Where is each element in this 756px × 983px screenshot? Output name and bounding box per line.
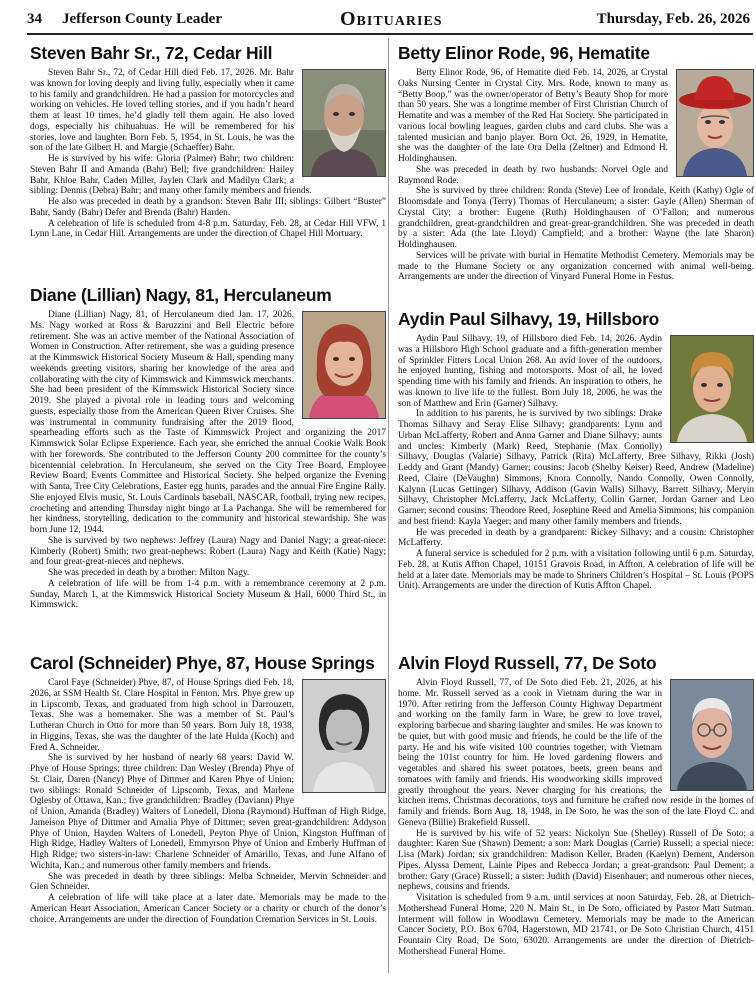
page-header bbox=[0, 0, 756, 36]
obituary-paragraph: He was preceded in death by a grandparent: Rickey Silhavy; and a cousin: Christopher McLafferty. bbox=[398, 527, 754, 549]
obituary-paragraph: She is survived by her husband of nearly 68 years: David W. Phye of House Springs; three children: Dan Wesley (Brenda) Phye of St. Clair, Daren (Nancy) Phye of Dittmer and Karen Phye of Union; two siblings: Ronald Schneider of Lipscomb, Texas, and Marlene Oglesby of Ottawa, Kan.; five grandchildren: Bradley (Daviann) Phye of Union, Amanda (Bradley) Walters of Lonedell, Diona (Raymond) Huffman of High Ridge, Jameison Phye of Dittmer and Amalia Phye of Dittmer; seven great-grandchildren: Addyson Phye of Union, Hayden Walters of Lonedell, Peyton Phye of Union, Kingston Huffman of High Ridge, Hadley Walters of Lonedell, Emmyrson Phye of Union and Emberly Huffman of High Ridge; two sisters-in-law: Charlene Schneider of Amarillo, Texas, and June Alfano of Wichita, Kan.; and numerous other family members and friends. bbox=[30, 753, 386, 871]
portrait-photo bbox=[302, 69, 386, 177]
obituary-paragraph: Steven Bahr Sr., 72, of Cedar Hill died Feb. 17, 2026. Mr. Bahr was known for loving deeply and living fully, especially when it came to his family and grandchildren. He had a passion for motorcycles and working on vehicles. He loved telling stories, and if you hadn’t heard them at least 10 times, he’d gladly tell them again. He also loved dogs, especially his chihuahuas. He will be remembered for his stories, love and laughter. Born Feb. 5, 1954, in St. Louis, he was the son of the late Gilbert H. and Margie (Schaeffer) Bahr. bbox=[30, 68, 294, 154]
obituary-paragraph: He is survived by his wife of 52 years: Nickolyn Sue (Shelley) Russell of De Soto; a daughter: Karen Sue (Shawn) Dement; a son: Mark Douglas (Carrie) Russell; a special niece: Lisa (Mark) Jordan; six grandchildren: Madison Keller, Braden (Kaelyn) Dement, Anderson Pipes, Alyssa Dement, Lainie Pipes and Rebecca Jordan; a great-grandson: Paul Dement; a brother: Gary (Grace) Russell; a sister: Judith (David) Eisenhauer; and numerous other nieces, nephews, cousins and friends. bbox=[398, 828, 754, 893]
issue-date: Thursday, Feb. 26, 2026 bbox=[596, 11, 750, 27]
obituary-heading: Diane (Lillian) Nagy, 81, Herculaneum bbox=[30, 285, 332, 305]
obituary-heading: Alvin Floyd Russell, 77, De Soto bbox=[398, 653, 657, 673]
obituary-body bbox=[398, 68, 754, 283]
obituary-alvin-russell bbox=[398, 652, 754, 958]
obituary-heading: Steven Bahr Sr., 72, Cedar Hill bbox=[30, 43, 273, 63]
obituary-paragraph: Betty Elinor Rode, 96, of Hematite died Feb. 14, 2026, at Crystal Oaks Nursing Center in Crystal City. Mrs. Rode, known to many as “Betty Boop,” was the owner/operator of Betty’s Beauty Shop for more than 50 years. She was a longtime member of First Christian Church of Hematite and was a member of the Red Hat Society. She participated in various local bowling leagues, garden clubs and card clubs. She was a talented musician and banjo player. Born Oct. 26, 1929, in Hematite, she was the daughter of the late Ora Della (Zeltner) and Edmond H. Holdinghausen. bbox=[398, 68, 668, 164]
obituary-paragraph: A celebration of life is scheduled from 4-8 p.m. Saturday, Feb. 28, at Cedar Hill VFW, 1 Lynn Lane, in Cedar Hill. Arrangements are under the direction of Chapel Hill Mortuary. bbox=[30, 218, 386, 240]
obituary-paragraph: Alvin Floyd Russell, 77, of De Soto died Feb. 21, 2026, at his home. Mr. Russell served as a cook in Vietnam during the war in 1970. After retiring from the Jefferson County Highway Department and working on the family farm in Ware, he grew to love travel, exploring barbecue and sharing laughter and smiles. He was known to be quiet, but with good music and friends, he could be the life of the party. He and his wife visited 100 countries together, with Vietnam being the 101st country for him. He loved gardening flowers and vegetables and shared his sweet potatoes, beets, green beans and tomatoes with family and friends. His woodworking skills improved greatly throughout the years. Never charging for his creations, the kitchen items, Christmas decorations, toys and furniture he crafted now reside in the homes of family and friends. Born Aug. 18, 1948, in De Soto, he was the son of the late Floyd C. and Geneva (Billie) Brakefield Russell. bbox=[398, 678, 754, 828]
portrait-photo bbox=[302, 311, 386, 419]
obituary-body bbox=[30, 678, 386, 925]
obituary-body bbox=[398, 678, 754, 958]
obituary-diane-nagy bbox=[30, 284, 386, 611]
obituary-paragraph: Services will be private with burial in Hematite Methodist Cemetery. Memorials may be made to the Humane Society or any organization concerned with animal well-being. Arrangements are under the direction of Vinyard Funeral Home in Festus. bbox=[398, 250, 754, 283]
obituary-paragraph: Visitation is scheduled from 9 a.m. until services at noon Saturday, Feb. 28, at Dietrich-Mothershead Funeral Home, 220 N. Main St., in De Soto, officiated by Pastor Matt Sutman. Interment will follow in Woodlawn Cemetery. Memorials may be made to the American Cancer Society, P.O. Box 6704, Hagerstown, MD 21741, or De Soto Christian Church, 4151 Fountain City Road, De Soto, 63020. Arrangements are under the direction of Dietrich-Mothershead Funeral Home. bbox=[398, 893, 754, 957]
obituary-paragraph: In addition to his parents, he is survived by two siblings: Drake Thomas Silhavy and Seray Elise Silhavy; grandparents: Lynn and Urban McLafferty, Robert and Anna Garner and Diane Silhavy; aunts and uncles: Kimberly (Mark) Reed, Stephanie (Max Connolly) Silhavy, Douglas (Valarie) Silhavy, Patrick (Rita) McLafferty, Bree Silhavy, Rikki (Josh) Leddy and Grant (Mandy) Garner; cousins: Jacob (Shelby Keiser) Reed, Andrew (Madeline) Reed, Claire (DeVaughn) Simmons, Knora Connolly, Nando Connolly, Owen Connolly, Kalynn (Lucas Gettinger) Silhavy, Addison (Gavin Walls) Silhavy, Barrett Silhavy, Meryin Silhavy, Christopher McLafferty, Jack McLafferty, Collin Garner, Jordan Garner and Leo Garner; second cousins: Theodore Reed, Josephine Reed and Amelia Simmons; his companion and best friend: Kayla Yaeger; and many other family members and friends. bbox=[398, 409, 754, 527]
obituary-aydin-silhavy bbox=[398, 308, 754, 592]
obituary-paragraph: A celebration of life will take place at a later date. Memorials may be made to the American Heart Association, American Cancer Society or a charity or church of the donor’s choice. Arrangements are under the direction of Foundation Cremation Services in St. Louis. bbox=[30, 893, 386, 925]
column-divider bbox=[388, 38, 389, 973]
obituary-betty-rode bbox=[398, 42, 754, 283]
page-number: 34 bbox=[27, 11, 42, 27]
obituary-paragraph: She is survived by three children: Ronda (Steve) Lee of Irondale, Keith (Kathy) Ogle of Bloomsdale and Tonya (Terry) Thomas of Herculaneum; a sister: Gayle (Allen) Sherman of Crystal City; a brother: Eugene (Ruth) Holdinghausen of O’Fallon; and numerous grandchildren, great-grandchildren and great-great-grandchildren. She was preceded in death by a sister: Ada (the late Lloyd) Campfield; and a brother: Wayne (the late Sharon) Holdinghausen. bbox=[398, 186, 754, 250]
obituary-paragraph: She was preceded in death by a brother: Milton Nagy. bbox=[48, 568, 250, 578]
newspaper-name: Jefferson County Leader bbox=[62, 11, 222, 27]
obituary-paragraph: Aydin Paul Silhavy, 19, of Hillsboro died Feb. 14, 2026. Aydin was a Hillsboro High School graduate and a fifth-generation member of Sprinkler Fitters Local Union 268. An avid lover of the outdoors, he enjoyed hunting, fishing and motorsports. Most of all, he loved spending time with his family and friends. An inspiration to others, he was known to live life to the fullest. Born July 18, 2006, he was the son of Matthew and Erin (Garner) Silhavy. bbox=[398, 334, 662, 409]
obituary-paragraph: Carol Faye (Schneider) Phye, 87, of House Springs died Feb. 18, 2026, at SSM Health St. Clare Hospital in Fenton. Mrs. Phye grew up in Lipscomb, Texas, and graduated from high school in Darrouzett, Texas. She was a homemaker. She was a member of St. Paul’s Lutheran Church in Otto for more than 50 years. Born July 18, 1938, in Higgins, Texas, she was the daughter of the late Hulda (Koch) and Fred A. Schneider. bbox=[30, 678, 294, 753]
obituary-paragraph: She was preceded in death by three siblings: Melba Schneider, Mervin Schneider and Glen Schneider. bbox=[30, 871, 386, 893]
obituary-paragraph: Diane (Lillian) Nagy, 81, of Herculaneum died Jan. 17, 2026. Ms. Nagy worked at Ross & Baruzzini and Bell Electric before retirement. She was an active member of the National Association of Women in Construction. After retirement, she was a guiding presence at the Kimmswick Historical Society Museum & Hall, spending many weekends greeting visitors, sharing her knowledge of the area and collaborating with the city of Kimmswick and Kimmswick merchants. She had been president of the Kimmswick Historical Society since 2019. She played a pivotal role in leading tours and welcoming guests, especially those from the American Queen River Cruises. She was instrumental in community fundraising after the 2019 flood, spearheading efforts such as the Taste of Kimmswick Project and organizing the 2017 Kimmswick Solar Eclipse Experience. Each year, she enriched the annual Cookie Walk Book with her forewords. She contributed to the Jefferson County 200 committee for the county’s bicentennial celebration. In Herculaneum, she served on the City Tree Board, Employee Review Board, Events Committee and Historical Society. She helped organize the Evening with Santa, Tree City Celebrations, Easter egg hunts, parades and the annual Fire Engine Rally. She enjoyed Elvis music, St. Louis Cardinals baseball, NASCAR, football, trying new recipes, crocheting and attending Thursday night bingo at La Pachanga. She will be remembered for her kindness, storytelling, dedication to the community and historical stewardship. She was born June 12, 1944. bbox=[30, 310, 386, 535]
portrait-photo bbox=[670, 679, 754, 791]
portrait-photo bbox=[670, 335, 754, 443]
obituary-body bbox=[30, 310, 386, 611]
obituary-heading: Aydin Paul Silhavy, 19, Hillsboro bbox=[398, 309, 660, 329]
obituary-paragraph: A funeral service is scheduled for 2 p.m. with a visitation following until 6 p.m. Saturday, Feb. 28, at Kutis Affton Chapel, 10151 Gravois Road, in Affton. A celebration of life will be held at a later date. Memorials may be made to Shriners Children’s Hospital – St. Louis (POPS Unit). Arrangements are under the direction of Kutis Affton Chapel. bbox=[398, 549, 754, 592]
obituary-heading: Betty Elinor Rode, 96, Hematite bbox=[398, 43, 650, 63]
obituary-paragraph: He also was preceded in death by a grandson: Steven Bahr III; siblings: Gilbert “Buster” Bahr, Sandy (Bahr) Defer and Brenda (Bahr) Harden. bbox=[30, 197, 386, 218]
obituary-paragraph: A celebration of life will be from 1-4 p.m. with a remembrance ceremony at 2 p.m. Sunday, March 1, at the Kimmswick Historical Society Museum & Hall, 6000 Third St., in Kimmswick. bbox=[30, 578, 386, 611]
obituary-carol-phye bbox=[30, 652, 386, 925]
header-rule bbox=[27, 33, 753, 35]
portrait-photo bbox=[302, 679, 386, 793]
obituary-heading: Carol (Schneider) Phye, 87, House Springs bbox=[30, 653, 375, 673]
obituary-body bbox=[398, 334, 754, 592]
obituary-steven-bahr bbox=[30, 42, 386, 240]
section-title: Obituaries bbox=[340, 8, 443, 30]
obituary-body bbox=[30, 68, 386, 240]
obituary-paragraph: He is survived by his wife: Gloria (Palmer) Bahr; two children: Steven Bahr II and Amanda (Bahr) Bell; five grandchildren: Hailey Bahr, Khloe Bahr, Caden Miller, Jaylen Clark and Madilyn Clark; a sibling: Dennis (Debra) Bahr; and many other family members and friends. bbox=[30, 154, 312, 197]
portrait-photo bbox=[676, 69, 754, 177]
obituary-paragraph: She is survived by two nephews: Jeffrey (Laura) Nagy and Daniel Nagy; a great-niece: Kimberly (Robert) Smith; two great-nephews: Robert (Laura) Nagy and Keith (Katie) Nagy; and four great-great-nieces and nephews. bbox=[30, 535, 386, 568]
obituary-paragraph: She was preceded in death by two husbands: Norvel Ogle and Raymond Rode. bbox=[398, 164, 668, 186]
